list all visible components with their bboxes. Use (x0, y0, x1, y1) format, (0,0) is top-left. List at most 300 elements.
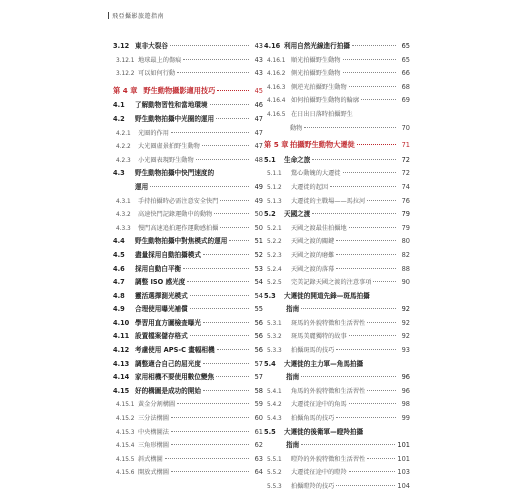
toc-entry (113, 385, 263, 399)
toc-entry-title: 學習用直方圖檢查曝光 (135, 318, 201, 327)
toc-entry-page: 98 (401, 400, 410, 409)
toc-entry-title: 盡量採用自動拍攝模式 (135, 250, 201, 259)
toc-entry-number: 4.12 (113, 346, 130, 355)
toc-entry-title: 設置檔案儲存格式 (135, 332, 188, 341)
toc-entry-page: 99 (401, 414, 410, 423)
toc-chapter-entry (113, 84, 263, 98)
toc-entry (264, 290, 410, 304)
toc-dot-leader (171, 471, 249, 472)
toc-entry-title: 瞪羚的外貌特徵和生活習性 (291, 455, 366, 463)
toc-entry-title: 調整適合自己的屈光度 (135, 359, 201, 368)
toc-entry-title: 在日出日落時拍攝野生 (291, 110, 353, 118)
toc-entry-page: 47 (254, 128, 263, 137)
toc-dot-leader (187, 281, 249, 282)
toc-entry (264, 412, 410, 426)
toc-entry (113, 67, 263, 81)
toc-entry (113, 330, 263, 344)
toc-entry (264, 208, 410, 222)
toc-entry-number: 5.2.2 (267, 239, 282, 246)
toc-entry-title: 中央構圖法 (138, 428, 169, 436)
toc-dot-leader (177, 72, 249, 73)
toc-entry-title: 合理使用曝光補償 (135, 305, 188, 314)
toc-entry-number: 4.3 (113, 169, 125, 178)
toc-entry-title: 拍攝野生動物大遷徙 (290, 140, 355, 150)
toc-entry-title: 運用 (135, 182, 149, 191)
toc-entry-number: 4.2 (113, 114, 125, 123)
toc-entry-number: 4.15.5 (116, 456, 135, 463)
toc-dot-leader (343, 59, 397, 60)
toc-entry-title: 大遷徙征途中的瞪羚 (291, 469, 347, 477)
toc-entry (264, 167, 410, 181)
toc-entry-page: 90 (401, 278, 410, 287)
toc-entry-page: 65 (401, 42, 410, 50)
toc-entry-number: 第 5 章 (264, 140, 289, 150)
toc-dot-leader (330, 186, 396, 187)
toc-entry (113, 235, 263, 249)
toc-entry (264, 303, 410, 317)
toc-dot-leader (336, 349, 396, 350)
toc-entry-number: 4.4 (113, 237, 125, 246)
toc-entry-title: 三分法構圖 (138, 415, 169, 423)
toc-dot-leader (203, 390, 249, 391)
toc-dot-leader (357, 144, 396, 145)
toc-entry-number: 5.2.5 (267, 280, 282, 287)
toc-entry-number: 4.13 (113, 359, 130, 368)
toc-entry-number: 4.16.2 (267, 71, 286, 78)
toc-dot-leader (336, 268, 396, 269)
toc-dot-leader (214, 213, 249, 214)
toc-dot-leader (312, 213, 396, 214)
toc-entry-page: 80 (401, 237, 410, 246)
toc-entry (113, 358, 263, 372)
toc-entry (264, 385, 410, 399)
toc-entry-number: 5.5.1 (267, 456, 282, 463)
toc-entry-page: 59 (254, 400, 263, 409)
toc-entry-page: 96 (401, 386, 410, 395)
toc-entry-number: 5.2.3 (267, 252, 282, 259)
toc-entry (113, 249, 263, 263)
toc-entry-page: 43 (254, 55, 263, 64)
toc-dot-leader (190, 335, 249, 336)
toc-entry-number: 5.4 (264, 359, 276, 368)
toc-entry (113, 371, 263, 385)
toc-entry-title: 野生動物攝影適用技巧 (143, 85, 216, 95)
toc-dot-leader (367, 322, 396, 323)
toc-dot-leader (171, 132, 249, 133)
toc-entry-page: 92 (401, 318, 410, 327)
toc-entry-title: 手持拍攝時必需注意安全快門 (138, 197, 219, 205)
toc-entry-page: 60 (254, 414, 263, 423)
toc-entry-title: 拍攝角馬的技巧 (291, 415, 335, 423)
toc-dot-leader (202, 145, 249, 146)
toc-entry-number: 4.6 (113, 264, 125, 273)
toc-entry (264, 453, 410, 467)
toc-entry-number: 4.3.2 (116, 212, 131, 219)
toc-entry-number: 3.12.1 (116, 57, 135, 64)
toc-entry-title: 生命之旅 (284, 155, 311, 164)
toc-entry (264, 81, 410, 95)
toc-entry-number: 5.4.1 (267, 388, 282, 395)
toc-entry-page: 43 (254, 69, 263, 78)
toc-entry-page: 104 (397, 482, 410, 490)
toc-entry-number: 4.2.3 (116, 157, 131, 164)
toc-entry-title: 大遷徙的主力軍—角馬拍攝 (284, 359, 364, 368)
toc-entry-title: 天國之渡最佳拍攝地 (291, 224, 347, 232)
toc-entry-number: 4.15.1 (116, 402, 135, 409)
toc-entry-number: 5.5.3 (267, 484, 282, 490)
toc-entry-number: 4.16 (264, 42, 281, 50)
toc-entry (264, 54, 410, 68)
toc-entry (113, 54, 263, 68)
toc-entry-number: 4.16.4 (267, 98, 286, 105)
toc-entry-title: 天國之渡的磨難 (291, 251, 335, 259)
toc-dot-leader (229, 240, 249, 241)
toc-entry-number: 5.2.4 (267, 266, 282, 273)
toc-entry-page: 43 (254, 42, 263, 50)
toc-dot-leader (183, 59, 249, 60)
running-head (108, 11, 164, 20)
toc-dot-leader (301, 376, 396, 377)
toc-entry (113, 222, 263, 236)
toc-dot-leader (203, 254, 249, 255)
toc-entry-title: 拍攝瞪羚的技巧 (291, 483, 335, 490)
toc-entry-number: 第 4 章 (113, 85, 138, 95)
toc-entry (264, 398, 410, 412)
toc-dot-leader (373, 281, 396, 282)
toc-entry (113, 290, 263, 304)
toc-entry (264, 330, 410, 344)
toc-chapter-entry (264, 138, 410, 152)
toc-dot-leader (217, 90, 249, 91)
toc-entry-title: 斜式構圖 (138, 455, 163, 463)
toc-dot-leader (301, 308, 396, 309)
toc-entry-page: 74 (401, 182, 410, 191)
toc-entry-page: 45 (254, 86, 263, 95)
toc-entry-title: 側逆光拍攝野生動物 (291, 83, 347, 91)
toc-dot-leader (150, 186, 249, 187)
toc-entry (264, 249, 410, 263)
toc-entry (264, 108, 410, 122)
toc-dot-leader (217, 349, 249, 350)
toc-dot-leader (183, 268, 249, 269)
toc-entry-title: 動物 (290, 124, 303, 132)
toc-entry-title: 了解動物習性和當地環境 (135, 101, 208, 110)
toc-entry-title: 東非大裂谷 (135, 42, 168, 50)
toc-entry-title: 小光圈表現野生動物 (138, 156, 194, 164)
toc-entry-number: 5.1.2 (267, 184, 282, 191)
toc-entry-title: 採用自動白平衡 (135, 264, 182, 273)
toc-entry (264, 439, 410, 453)
toc-entry-number: 4.3.3 (116, 225, 131, 232)
toc-entry-title: 野生動物拍攝中快門速度的 (135, 169, 215, 178)
toc-entry-page: 65 (401, 55, 410, 64)
toc-left-column (113, 40, 263, 480)
toc-entry-number: 4.8 (113, 291, 125, 300)
toc-entry-title: 大遷徙的後衛軍—瞪羚拍攝 (284, 427, 364, 436)
toc-entry-page: 54 (254, 278, 263, 287)
toc-entry-page: 70 (401, 123, 410, 132)
toc-entry-title: 大遷徙的主戰場——馬拉河 (291, 197, 366, 205)
toc-dot-leader (349, 403, 396, 404)
toc-entry (264, 94, 410, 108)
toc-entry-title: 完美記錄天國之渡的注意事項 (291, 279, 372, 287)
toc-entry (113, 167, 263, 181)
toc-entry-number: 4.2.1 (116, 130, 131, 137)
toc-entry-title: 指南 (286, 441, 300, 450)
toc-dot-leader (367, 458, 395, 459)
toc-entry-number: 5.1 (264, 155, 276, 164)
toc-entry-title: 如何拍攝野生動物的輪廓 (291, 97, 360, 105)
toc-entry-page: 56 (254, 318, 263, 327)
toc-entry-page: 71 (401, 141, 410, 150)
toc-entry-title: 利用自然光線進行拍攝 (284, 42, 350, 50)
toc-entry-number: 4.16.5 (267, 111, 286, 118)
toc-entry-title: 天國之渡 (284, 210, 311, 219)
toc-entry-page: 51 (254, 237, 263, 246)
toc-entry-number: 5.5.2 (267, 470, 282, 477)
toc-entry-number: 4.15.4 (116, 443, 135, 450)
toc-entry-title: 慢門高速追拍運作運動感拍攝 (138, 224, 219, 232)
toc-entry-number: 5.1.3 (267, 198, 282, 205)
toc-entry-number: 5.3.1 (267, 320, 282, 327)
toc-entry-number: 5.3.2 (267, 334, 282, 341)
toc-entry (113, 263, 263, 277)
toc-dot-leader (171, 431, 249, 432)
toc-entry-page: 46 (254, 101, 263, 110)
toc-entry-page: 58 (254, 386, 263, 395)
toc-entry (113, 317, 263, 331)
toc-entry (113, 344, 263, 358)
toc-entry-title: 天國之渡的落幕 (291, 265, 335, 273)
toc-entry (113, 426, 263, 440)
toc-dot-leader (220, 227, 249, 228)
toc-entry-number: 4.14 (113, 373, 130, 382)
toc-entry-page: 92 (401, 332, 410, 341)
toc-entry-title: 三角形構圖 (138, 442, 169, 450)
toc-dot-leader (170, 45, 249, 46)
toc-entry (264, 344, 410, 358)
toc-entry-page: 47 (254, 114, 263, 123)
toc-entry (113, 412, 263, 426)
toc-dot-leader (220, 200, 249, 201)
toc-entry-number: 4.1 (113, 101, 125, 110)
toc-entry-page: 72 (401, 169, 410, 178)
toc-dot-leader (171, 417, 249, 418)
toc-entry-page: 61 (254, 427, 263, 436)
toc-entry-number: 4.15.2 (116, 416, 135, 423)
toc-entry-title: 靈活選擇測光模式 (135, 291, 188, 300)
toc-entry (264, 67, 410, 81)
toc-entry (113, 398, 263, 412)
toc-entry-title: 指南 (286, 305, 300, 314)
toc-entry-number: 4.5 (113, 250, 125, 259)
toc-entry-page: 88 (401, 264, 410, 273)
toc-entry-number: 5.5 (264, 427, 276, 436)
toc-dot-leader (336, 240, 396, 241)
toc-dot-leader (216, 118, 249, 119)
toc-entry-number: 4.9 (113, 305, 125, 314)
toc-entry-number: 5.2 (264, 210, 276, 219)
toc-dot-leader (190, 308, 249, 309)
toc-dot-leader (177, 403, 249, 404)
toc-entry-page: 82 (401, 250, 410, 259)
toc-entry-title: 斑馬美麗獨特的故事 (291, 333, 347, 341)
toc-entry-title: 地球最上的傷痕 (138, 56, 182, 64)
toc-entry-number: 5.4.3 (267, 416, 282, 423)
toc-entry-title: 開放式構圖 (138, 469, 169, 477)
toc-entry-number: 4.3.1 (116, 198, 131, 205)
toc-entry-title: 大遷徙的起因 (291, 183, 329, 191)
toc-entry (264, 154, 410, 168)
toc-entry-page: 101 (397, 454, 410, 463)
toc-entry-number: 4.15 (113, 386, 130, 395)
toc-entry (113, 140, 263, 154)
toc-entry-title: 角馬的外貌特徵和生活習性 (291, 387, 366, 395)
toc-entry-title: 天國之渡的關鍵 (291, 238, 335, 246)
toc-entry-title: 側光拍攝野生動物 (291, 70, 341, 78)
toc-entry-title: 斑馬的外貌特徵和生活習性 (291, 319, 366, 327)
toc-entry (113, 99, 263, 113)
toc-entry (264, 195, 410, 209)
toc-entry-number: 4.10 (113, 318, 130, 327)
toc-entry-number: 4.15.3 (116, 429, 135, 436)
toc-entry (264, 181, 410, 195)
toc-dot-leader (190, 295, 249, 296)
toc-dot-leader (312, 159, 396, 160)
toc-entry-page: 63 (254, 454, 263, 463)
toc-entry-title: 調整 ISO 感光度 (135, 278, 186, 287)
toc-entry (264, 371, 410, 385)
toc-dot-leader (349, 86, 396, 87)
toc-entry-title: 高速快門記錄運動中的動物 (138, 211, 213, 219)
toc-entry-number: 4.16.3 (267, 84, 286, 91)
toc-entry-page: 57 (254, 359, 263, 368)
toc-entry-page: 72 (401, 155, 410, 164)
toc-entry-title: 大遷徙征途中的角馬 (291, 401, 347, 409)
toc-entry-page: 93 (401, 346, 410, 355)
toc-entry-title: 家用相機不要使用數位變焦 (135, 373, 215, 382)
toc-entry-title: 野生動物拍攝中光圈的運用 (135, 114, 215, 123)
toc-entry-page: 50 (254, 210, 263, 219)
toc-entry-title: 驚心動魄的大遷徙 (291, 170, 341, 178)
toc-dot-leader (203, 363, 249, 364)
toc-entry-title: 黃金分割構圖 (138, 401, 176, 409)
toc-dot-leader (216, 376, 249, 377)
toc-entry-page: 68 (401, 82, 410, 91)
toc-dot-leader (361, 99, 396, 100)
toc-entry-page: 52 (254, 250, 263, 259)
toc-entry (113, 276, 263, 290)
toc-entry (264, 276, 410, 290)
toc-entry-page: 79 (401, 223, 410, 232)
toc-entry-page: 79 (401, 210, 410, 219)
toc-entry-number: 5.3.3 (267, 348, 282, 355)
toc-entry-title: 好的構圖是成功的開始 (135, 386, 201, 395)
toc-dot-leader (301, 444, 395, 445)
toc-entry-page: 69 (401, 96, 410, 105)
toc-entry-page: 53 (254, 264, 263, 273)
toc-entry-number: 4.2.2 (116, 144, 131, 151)
toc-entry (264, 222, 410, 236)
toc-dot-leader (171, 444, 249, 445)
running-head-text: 飛亞攝影旅遊指南 (112, 13, 165, 20)
toc-dot-leader (349, 471, 396, 472)
toc-entry (264, 358, 410, 372)
toc-right-column (264, 40, 410, 494)
toc-entry-page: 101 (397, 441, 410, 450)
toc-entry-number: 5.4.2 (267, 402, 282, 409)
toc-entry (113, 208, 263, 222)
toc-entry-title: 拍攝斑馬的技巧 (291, 347, 335, 355)
toc-entry-page: 50 (254, 223, 263, 232)
toc-entry (113, 40, 263, 54)
toc-entry-page: 49 (254, 196, 263, 205)
toc-dot-leader (336, 485, 395, 486)
toc-dot-leader (367, 200, 396, 201)
toc-entry (264, 480, 410, 494)
toc-entry-page: 103 (397, 468, 410, 477)
toc-entry (113, 466, 263, 480)
toc-entry-title: 大光圈虛景拍野生動物 (138, 143, 200, 151)
running-head-bar (108, 12, 109, 19)
toc-entry-page: 76 (401, 196, 410, 205)
toc-entry (113, 181, 263, 195)
toc-entry (264, 466, 410, 480)
toc-entry (113, 127, 263, 141)
toc-entry-page: 66 (401, 69, 410, 78)
toc-entry (113, 113, 263, 127)
toc-entry (113, 303, 263, 317)
toc-dot-leader (336, 254, 396, 255)
toc-entry-page: 49 (254, 182, 263, 191)
toc-entry-page: 57 (254, 373, 263, 382)
toc-entry-page: 64 (254, 468, 263, 477)
toc-entry (264, 426, 410, 440)
toc-entry (113, 453, 263, 467)
toc-dot-leader (165, 458, 249, 459)
toc-entry (113, 195, 263, 209)
toc-dot-leader (343, 172, 397, 173)
toc-entry-page: 47 (254, 142, 263, 151)
toc-entry (113, 154, 263, 168)
toc-entry (264, 40, 410, 54)
toc-entry-title: 順光拍攝野生動物 (291, 56, 341, 64)
toc-entry (264, 263, 410, 277)
toc-entry-title: 光圈的作用 (138, 129, 169, 137)
toc-dot-leader (336, 417, 396, 418)
toc-entry-title: 大遷徙的開道先鋒—斑馬拍攝 (284, 291, 370, 300)
toc-entry-number: 4.7 (113, 278, 125, 287)
toc-entry (264, 235, 410, 249)
toc-entry-page: 48 (254, 155, 263, 164)
toc-dot-leader (343, 72, 397, 73)
toc-dot-leader (210, 104, 249, 105)
toc-entry-page: 56 (254, 346, 263, 355)
toc-entry-number: 5.3 (264, 291, 276, 300)
toc-entry-number: 3.12 (113, 42, 130, 50)
toc-entry-number: 4.16.1 (267, 57, 286, 64)
toc-entry-page: 92 (401, 305, 410, 314)
toc-entry-page: 96 (401, 373, 410, 382)
toc-dot-leader (203, 322, 249, 323)
toc-entry-number: 5.1.1 (267, 171, 282, 178)
toc-dot-leader (196, 159, 249, 160)
toc-dot-leader (304, 127, 396, 128)
toc-entry (264, 122, 410, 136)
toc-entry-page: 54 (254, 291, 263, 300)
toc-dot-leader (367, 390, 396, 391)
toc-entry (264, 317, 410, 331)
